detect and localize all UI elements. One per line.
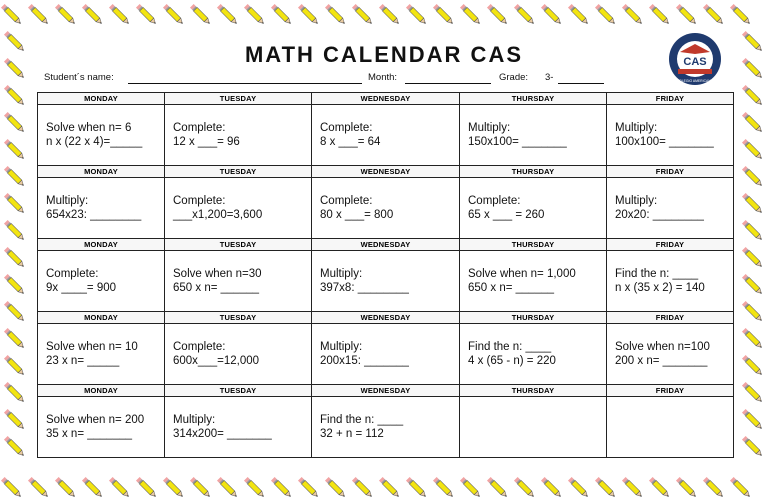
day-header-row — [38, 166, 734, 178]
pencil-icon — [298, 4, 319, 25]
pencil-icon — [244, 477, 265, 498]
pencil-icon — [742, 139, 763, 160]
pencil-icon — [460, 477, 481, 498]
problem-text: Complete: 65 x ___ = 260 — [468, 195, 545, 221]
pencil-border-left-art — [0, 30, 30, 473]
pencil-icon — [514, 4, 535, 25]
problem-text: Find the n: ____ 32 + n = 112 — [320, 414, 404, 440]
pencil-icon — [514, 477, 535, 498]
day-header-tuesday: TUESDAY — [165, 385, 312, 397]
problem-text: Multiply: 20x20: ________ — [615, 195, 704, 221]
pencil-icon — [82, 4, 103, 25]
problem-text: Complete: 8 x ___= 64 — [320, 122, 381, 148]
pencil-border-top — [0, 0, 768, 30]
pencil-icon — [217, 477, 238, 498]
pencil-icon — [4, 193, 25, 214]
student-info-row — [44, 72, 724, 88]
month-label: Month: — [368, 72, 398, 83]
day-header-friday: FRIDAY — [607, 385, 734, 397]
problem-text: Multiply: 150x100= _______ — [468, 122, 567, 148]
day-header-friday: FRIDAY — [607, 166, 734, 178]
problem-text: Solve when n= 1,000 650 x n= ______ — [468, 268, 576, 294]
problem-cell[interactable] — [38, 178, 165, 239]
pencil-icon — [742, 58, 763, 79]
pencil-border-right-art — [738, 30, 768, 473]
worksheet-page — [30, 30, 738, 473]
pencil-icon — [4, 220, 25, 241]
day-header-wednesday: WEDNESDAY — [312, 166, 460, 178]
problem-cell[interactable] — [165, 105, 312, 166]
pencil-icon — [4, 355, 25, 376]
pencil-icon — [568, 4, 589, 25]
pencil-icon — [379, 477, 400, 498]
pencil-icon — [703, 4, 724, 25]
pencil-icon — [4, 31, 25, 52]
pencil-icon — [742, 328, 763, 349]
day-header-row — [38, 312, 734, 324]
pencil-icon — [4, 274, 25, 295]
pencil-icon — [742, 31, 763, 52]
problem-cell[interactable] — [38, 324, 165, 385]
pencil-icon — [730, 477, 751, 498]
day-header-row — [38, 239, 734, 251]
week-row — [38, 324, 734, 385]
pencil-icon — [352, 4, 373, 25]
problem-text: Find the n: ____ 4 x (65 - n) = 220 — [468, 341, 556, 367]
problem-cell[interactable] — [165, 178, 312, 239]
problem-text: Solve when n= 200 35 x n= _______ — [46, 414, 145, 440]
pencil-icon — [298, 477, 319, 498]
pencil-icon — [109, 4, 130, 25]
pencil-icon — [742, 166, 763, 187]
pencil-icon — [109, 477, 130, 498]
day-header-friday: FRIDAY — [607, 239, 734, 251]
day-header-tuesday: TUESDAY — [165, 312, 312, 324]
problem-cell[interactable] — [460, 324, 607, 385]
problem-cell[interactable] — [607, 324, 734, 385]
day-header-row — [38, 385, 734, 397]
day-header-monday: MONDAY — [38, 166, 165, 178]
pencil-border-bottom — [0, 473, 768, 503]
day-header-wednesday: WEDNESDAY — [312, 239, 460, 251]
pencil-icon — [406, 4, 427, 25]
pencil-icon — [55, 477, 76, 498]
problem-text: Multiply: 200x15: _______ — [320, 341, 409, 367]
day-header-monday: MONDAY — [38, 312, 165, 324]
pencil-icon — [541, 4, 562, 25]
problem-cell[interactable] — [312, 251, 460, 312]
pencil-icon — [325, 4, 346, 25]
pencil-icon — [742, 436, 763, 457]
pencil-icon — [742, 355, 763, 376]
problem-cell[interactable] — [607, 251, 734, 312]
pencil-icon — [136, 477, 157, 498]
problem-text: Complete: 12 x ___= 96 — [173, 122, 240, 148]
problem-cell[interactable] — [460, 178, 607, 239]
problem-text: Complete: ___x1,200=3,600 — [173, 195, 263, 221]
pencil-icon — [742, 274, 763, 295]
pencil-icon — [4, 301, 25, 322]
problem-cell[interactable] — [38, 397, 165, 458]
pencil-icon — [28, 477, 49, 498]
problem-text: Solve when n= 10 23 x n= _____ — [46, 341, 138, 367]
pencil-icon — [622, 4, 643, 25]
day-header-wednesday: WEDNESDAY — [312, 385, 460, 397]
day-header-thursday: THURSDAY — [460, 166, 607, 178]
pencil-icon — [4, 112, 25, 133]
pencil-icon — [676, 477, 697, 498]
pencil-icon — [1, 477, 22, 498]
pencil-icon — [487, 477, 508, 498]
pencil-icon — [649, 4, 670, 25]
day-header-thursday: THURSDAY — [460, 239, 607, 251]
problem-text: Solve when n=100 200 x n= _______ — [615, 341, 710, 367]
student-name-field[interactable] — [128, 83, 362, 84]
problem-cell[interactable] — [165, 324, 312, 385]
problem-cell[interactable] — [165, 251, 312, 312]
problem-cell[interactable] — [460, 105, 607, 166]
pencil-icon — [742, 85, 763, 106]
day-header-tuesday: TUESDAY — [165, 93, 312, 105]
day-header-monday: MONDAY — [38, 93, 165, 105]
pencil-icon — [487, 4, 508, 25]
problem-cell[interactable] — [165, 397, 312, 458]
problem-cell[interactable] — [312, 397, 460, 458]
day-header-thursday: THURSDAY — [460, 385, 607, 397]
student-name-label: Student´s name: — [44, 72, 114, 83]
problem-cell[interactable] — [312, 105, 460, 166]
pencil-icon — [703, 477, 724, 498]
problem-text: Multiply: 397x8: ________ — [320, 268, 409, 294]
problem-text: Multiply: 654x23: ________ — [46, 195, 142, 221]
day-header-monday: MONDAY — [38, 385, 165, 397]
week-row — [38, 105, 734, 166]
problem-cell[interactable] — [312, 324, 460, 385]
pencil-icon — [4, 85, 25, 106]
problem-cell[interactable] — [312, 178, 460, 239]
pencil-icon — [4, 328, 25, 349]
week-row — [38, 251, 734, 312]
problem-text: Multiply: 100x100= _______ — [615, 122, 714, 148]
pencil-icon — [4, 382, 25, 403]
pencil-icon — [742, 409, 763, 430]
logo-text: CAS — [683, 56, 707, 68]
pencil-icon — [742, 112, 763, 133]
grade-field[interactable] — [558, 83, 604, 84]
pencil-icon — [28, 4, 49, 25]
day-header-thursday: THURSDAY — [460, 312, 607, 324]
day-header-friday: FRIDAY — [607, 312, 734, 324]
problem-text: Complete: 9x ____= 900 — [46, 268, 117, 294]
pencil-icon — [742, 301, 763, 322]
pencil-icon — [4, 247, 25, 268]
pencil-border-top-art — [0, 0, 768, 30]
day-header-thursday: THURSDAY — [460, 93, 607, 105]
grade-label: Grade: — [499, 72, 529, 83]
problem-cell[interactable] — [607, 178, 734, 239]
pencil-icon — [4, 166, 25, 187]
problem-text: Solve when n=30 650 x n= ______ — [173, 268, 262, 294]
pencil-icon — [4, 409, 25, 430]
problem-text: Find the n: ____ n x (35 x 2) = 140 — [615, 268, 705, 294]
pencil-icon — [433, 4, 454, 25]
pencil-icon — [742, 382, 763, 403]
pencil-icon — [271, 4, 292, 25]
pencil-icon — [1, 4, 22, 25]
pencil-icon — [4, 436, 25, 457]
pencil-icon — [55, 4, 76, 25]
problem-cell[interactable] — [38, 251, 165, 312]
day-header-row — [38, 93, 734, 105]
pencil-icon — [379, 4, 400, 25]
problem-text: Complete: 80 x ___= 800 — [320, 195, 394, 221]
pencil-icon — [433, 477, 454, 498]
pencil-icon — [82, 477, 103, 498]
pencil-icon — [325, 477, 346, 498]
problem-cell[interactable] — [607, 397, 734, 458]
day-header-wednesday: WEDNESDAY — [312, 312, 460, 324]
pencil-icon — [244, 4, 265, 25]
pencil-icon — [352, 477, 373, 498]
day-header-monday: MONDAY — [38, 239, 165, 251]
problem-text: Multiply: 314x200= _______ — [173, 414, 272, 440]
problem-cell[interactable] — [38, 105, 165, 166]
pencil-icon — [742, 220, 763, 241]
pencil-icon — [568, 477, 589, 498]
day-header-tuesday: TUESDAY — [165, 166, 312, 178]
pencil-icon — [163, 477, 184, 498]
week-row — [38, 397, 734, 458]
problem-cell[interactable] — [460, 251, 607, 312]
pencil-icon — [271, 477, 292, 498]
week-row — [38, 178, 734, 239]
pencil-icon — [190, 4, 211, 25]
pencil-icon — [742, 193, 763, 214]
pencil-border-bottom-art — [0, 473, 768, 503]
pencil-icon — [730, 4, 751, 25]
page-title: MATH CALENDAR CAS — [244, 42, 524, 67]
pencil-icon — [541, 477, 562, 498]
pencil-border-right — [738, 30, 768, 473]
pencil-icon — [595, 477, 616, 498]
pencil-icon — [163, 4, 184, 25]
pencil-border-left — [0, 30, 30, 473]
pencil-icon — [190, 477, 211, 498]
pencil-icon — [217, 4, 238, 25]
month-field[interactable] — [405, 83, 491, 84]
pencil-icon — [4, 139, 25, 160]
pencil-icon — [742, 247, 763, 268]
pencil-icon — [622, 477, 643, 498]
calendar-table — [37, 92, 734, 458]
day-header-wednesday: WEDNESDAY — [312, 93, 460, 105]
pencil-icon — [4, 58, 25, 79]
pencil-icon — [136, 4, 157, 25]
pencil-icon — [460, 4, 481, 25]
pencil-icon — [595, 4, 616, 25]
grade-value: 3- — [545, 72, 554, 83]
pencil-icon — [676, 4, 697, 25]
problem-text: Solve when n= 6 n x (22 x 4)=_____ — [46, 122, 143, 148]
logo-ring-text: COLEGIO AMERICANO — [676, 79, 714, 83]
pencil-icon — [406, 477, 427, 498]
day-header-friday: FRIDAY — [607, 93, 734, 105]
problem-text: Complete: 600x___=12,000 — [173, 341, 260, 367]
problem-cell[interactable] — [607, 105, 734, 166]
day-header-tuesday: TUESDAY — [165, 239, 312, 251]
problem-cell[interactable] — [460, 397, 607, 458]
pencil-icon — [649, 477, 670, 498]
